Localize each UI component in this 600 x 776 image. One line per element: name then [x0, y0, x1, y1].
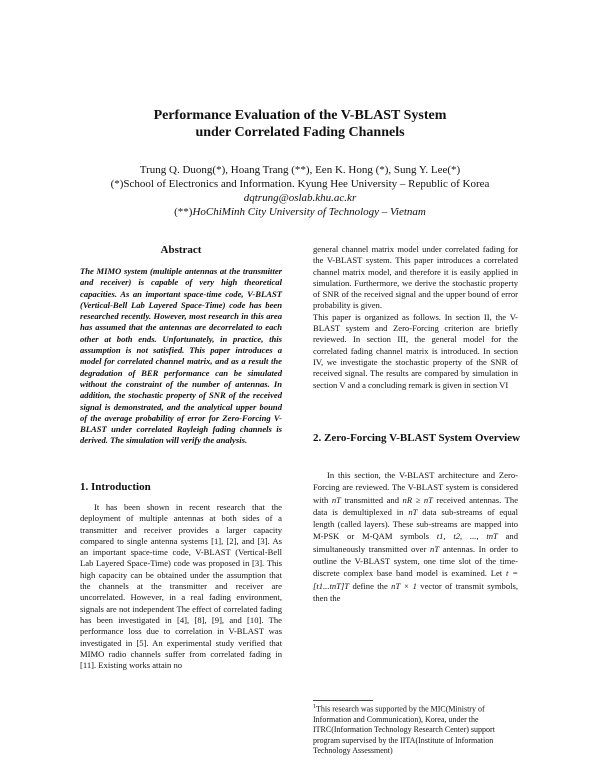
paper-organization-paragraph: This paper is organized as follows. In section II, the V-BLAST system and Zero-Forcing criterion are briefly reviewed. In section III, the general model for the correlated fading channel matrix is introduced. In section IV, we investigate the stochastic property of the SNR of received signal. The results are compared by simulation in section V and a concluding remark is given in section VI [313, 311, 518, 390]
affiliation-2-name: HoChiMinh City University of Technology – Vietnam [192, 206, 426, 218]
s2-text-e: and simultaneously transmitted over [313, 531, 518, 554]
s2-text-d: data sub-streams of equal length (called layers). These sub-streams are mapped into M-PSK or M-QAM symbols [313, 506, 518, 542]
author-list: Trung Q. Duong(*), Hoang Trang (**), Een K. Hong (*), Sung Y. Lee(*) [139, 164, 461, 176]
affiliation-1: (*)School of Electronics and Information. Kyung Hee University – Republic of Korea [110, 178, 490, 190]
abstract-heading: Abstract [160, 244, 202, 256]
right-column-intro [313, 244, 518, 391]
math-nt: nT [430, 543, 440, 554]
s2-text-h: vector of transmit symbols, then the [313, 580, 518, 603]
math-transmit-vector: t = [t1...tnT]T [313, 568, 518, 591]
intro-paragraph-continued: general channel matrix model under correlated fading for the V-BLAST system. This paper introduces a correlated channel matrix model, and therefore it is easily applied in simulation. Furthermore, we derive the stochastic property of SNR of the received signal and the upper bound of error probability is given. [313, 244, 518, 311]
math-antenna-condition: nR ≥ nT [402, 494, 433, 505]
author-email: dqtrung@oslab.khu.ac.kr [243, 192, 357, 204]
affiliation-2-prefix: (**) [174, 206, 193, 218]
math-nt: nT [408, 506, 418, 517]
footnote-marker: 1 [313, 704, 316, 710]
abstract-body: The MIMO system (multiple antennas at the transmitter and receiver) is capable of very high theoretical capacities. As an important space-time code, V-BLAST (Vertical-Bell Lab Layered Space-Time) code has been researched recently. However, most research in this area has assumed that the antennas are decorrelated to each other at both ends. Unfortunately, in practice, this assumption is not satisfied. This paper introduces a model for correlated channel matrix, and as a result the degradation of BER performance can be simulated without the constraint of the number of antennas. In addition, the stochastic property of SNR of the received signal is demonstrated, and the analytical upper bound of the average probability of error for Zero-Forcing V-BLAST under correlated Rayleigh fading channels is derived. The simulation will verify the analysis. [80, 266, 282, 446]
paper-title-line-1: Performance Evaluation of the V-BLAST System [153, 108, 447, 123]
math-vector-dimension: nT × 1 [391, 580, 417, 591]
section-1-body [80, 502, 282, 671]
footnote-text: This research was supported by the MIC(Ministry of Information and Communication), Korea, under the ITRC(Information Technology Research Center) support program supervised by the IITA(Institute of Information Technology Assessment) [313, 704, 495, 756]
footnote [313, 702, 521, 757]
math-nt: nT [331, 494, 341, 505]
section-2-body [313, 469, 518, 604]
s2-text-c: received antennas. The data is demultiplexed in [313, 494, 519, 517]
section-2-paragraph [313, 469, 518, 604]
section-1-paragraph: It has been shown in recent research that the deployment of multiple antennas at both sides of a transmitter and receiver provides a larger capacity compared to single antenna systems [1], [2], and [3]. As an important space-time code, V-BLAST (Vertical-Bell Lab Layered Space-Time) code was proposed in [3]. This high capacity can be obtained under the assumption that the channels at the transmitter and receiver are uncorrelated. However, in a real fading environment, signals are not independent The effect of correlated fading has been investigated in [4], [8], [9], and [10]. The performance loss due to correlation in V-BLAST was investigated in [5]. An experimental study verified that MIMO radio channels suffer from correlated fading in [11]. Existing works attain no [80, 502, 282, 671]
affiliation-2 [0, 205, 600, 219]
paper-title-line-2: under Correlated Fading Channels [195, 125, 405, 140]
s2-text-a: In this section, the V-BLAST architecture and Zero-Forcing are reviewed. The V-BLAST system is considered with [313, 470, 518, 505]
s2-text-g: define the [352, 580, 388, 591]
section-1-heading: 1. Introduction [80, 481, 151, 493]
math-symbol-list: t1, t2, ..., tnT [436, 531, 498, 542]
s2-text-f: antennas. In order to outline the V-BLAST system, one time slot of the time-discrete complex base band model is examined. Let [313, 543, 518, 579]
s2-text-b: transmitted and [344, 494, 400, 505]
footnote-divider [313, 700, 373, 701]
section-2-heading: 2. Zero-Forcing V-BLAST System Overview [313, 432, 521, 444]
